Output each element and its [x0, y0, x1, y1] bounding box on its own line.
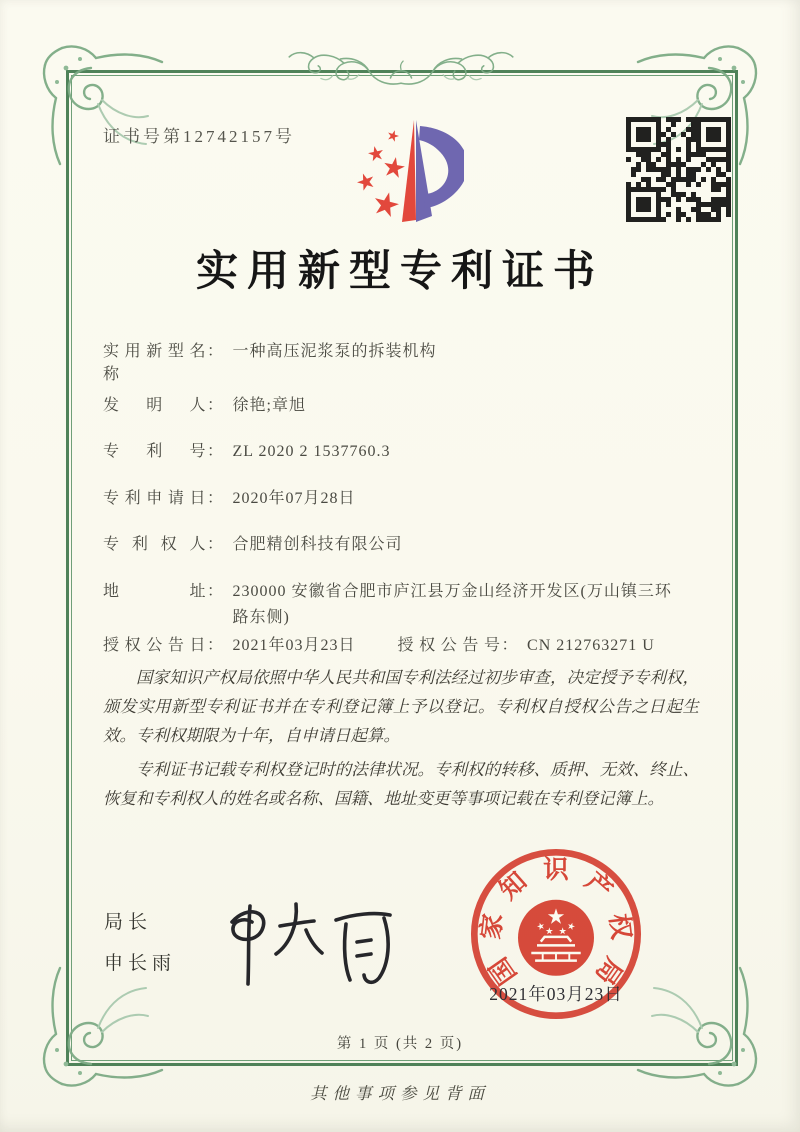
grant-date-value: 2021年03月23日	[232, 637, 356, 654]
colon: ：	[207, 637, 225, 654]
field-row-grant	[103, 632, 655, 655]
field-value-inventors: 徐艳;章旭	[232, 397, 306, 414]
field-label: 地址	[103, 583, 207, 600]
field-label: 授权公告日	[103, 637, 207, 654]
svg-text:局: 局	[589, 952, 629, 990]
field-value-filing-date: 2020年07月28日	[232, 490, 356, 507]
colon: ：	[207, 397, 225, 414]
field-row-name	[103, 338, 437, 384]
page-number: 第 1 页 (共 2 页)	[336, 1036, 464, 1052]
field-value-title: 一种高压泥浆泵的拆装机构	[232, 343, 437, 360]
cnipa-logo	[336, 110, 464, 238]
svg-text:国: 国	[483, 952, 523, 990]
director-title: 局长	[104, 912, 153, 933]
colon: ：	[501, 637, 520, 654]
field-label: 授权公告号	[397, 637, 502, 654]
field-value-patentee: 合肥精创科技有限公司	[232, 536, 403, 553]
field-label: 专利申请日	[103, 490, 207, 507]
field-row-address	[103, 578, 685, 631]
colon: ：	[207, 583, 225, 600]
field-value-patent-number: ZL 2020 2 1537760.3	[232, 443, 391, 460]
svg-text:家: 家	[475, 912, 508, 941]
svg-text:权: 权	[604, 912, 637, 941]
svg-text:识: 识	[543, 854, 569, 884]
colon: ：	[207, 343, 225, 360]
colon: ：	[207, 443, 225, 460]
legal-paragraph-1: 国家知识产权局依照中华人民共和国专利法经过初步审查，决定授予专利权，颁发实用新型专利证书并在专利登记簿上予以登记。专利权自授权公告之日起生效。专利权期限为十年，自申请日起算。	[103, 668, 699, 745]
back-side-note: 其他事项参见背面	[310, 1084, 490, 1103]
legal-paragraph-2: 专利证书记载专利权登记时的法律状况。专利权的转移、质押、无效、终止、恢复和专利权人的姓名或名称、国籍、地址变更等事项记载在专利登记簿上。	[103, 760, 699, 808]
field-label: 实用新型名称	[103, 343, 207, 383]
field-row-filing-date	[103, 485, 356, 508]
field-row-patentee	[103, 531, 403, 554]
director-block	[104, 907, 176, 989]
field-row-inventor	[103, 392, 306, 415]
colon: ：	[207, 536, 225, 553]
grant-number-value: CN 212763271 U	[527, 637, 655, 654]
certificate-title: 实用新型专利证书	[195, 249, 604, 295]
field-label: 发明人	[103, 397, 207, 414]
svg-text:知: 知	[493, 866, 533, 906]
director-signature	[218, 890, 408, 992]
seal-date: 2021年03月23日	[489, 984, 623, 1004]
top-center-flourish	[285, 44, 517, 94]
field-label: 专利权人	[103, 536, 207, 553]
svg-text:产: 产	[579, 866, 619, 906]
field-label: 专利号	[103, 443, 207, 460]
corner-flourish-top-left	[36, 38, 168, 170]
field-value-address: 230000 安徽省合肥市庐江县万金山经济开发区(万山镇三环路东侧)	[232, 583, 672, 626]
colon: ：	[207, 490, 225, 507]
qr-code	[626, 117, 731, 222]
legal-text-block	[103, 663, 699, 818]
certificate-number: 证书号第12742157号	[103, 127, 295, 146]
director-name: 申长雨	[104, 953, 177, 974]
field-row-patent-no	[103, 438, 390, 461]
